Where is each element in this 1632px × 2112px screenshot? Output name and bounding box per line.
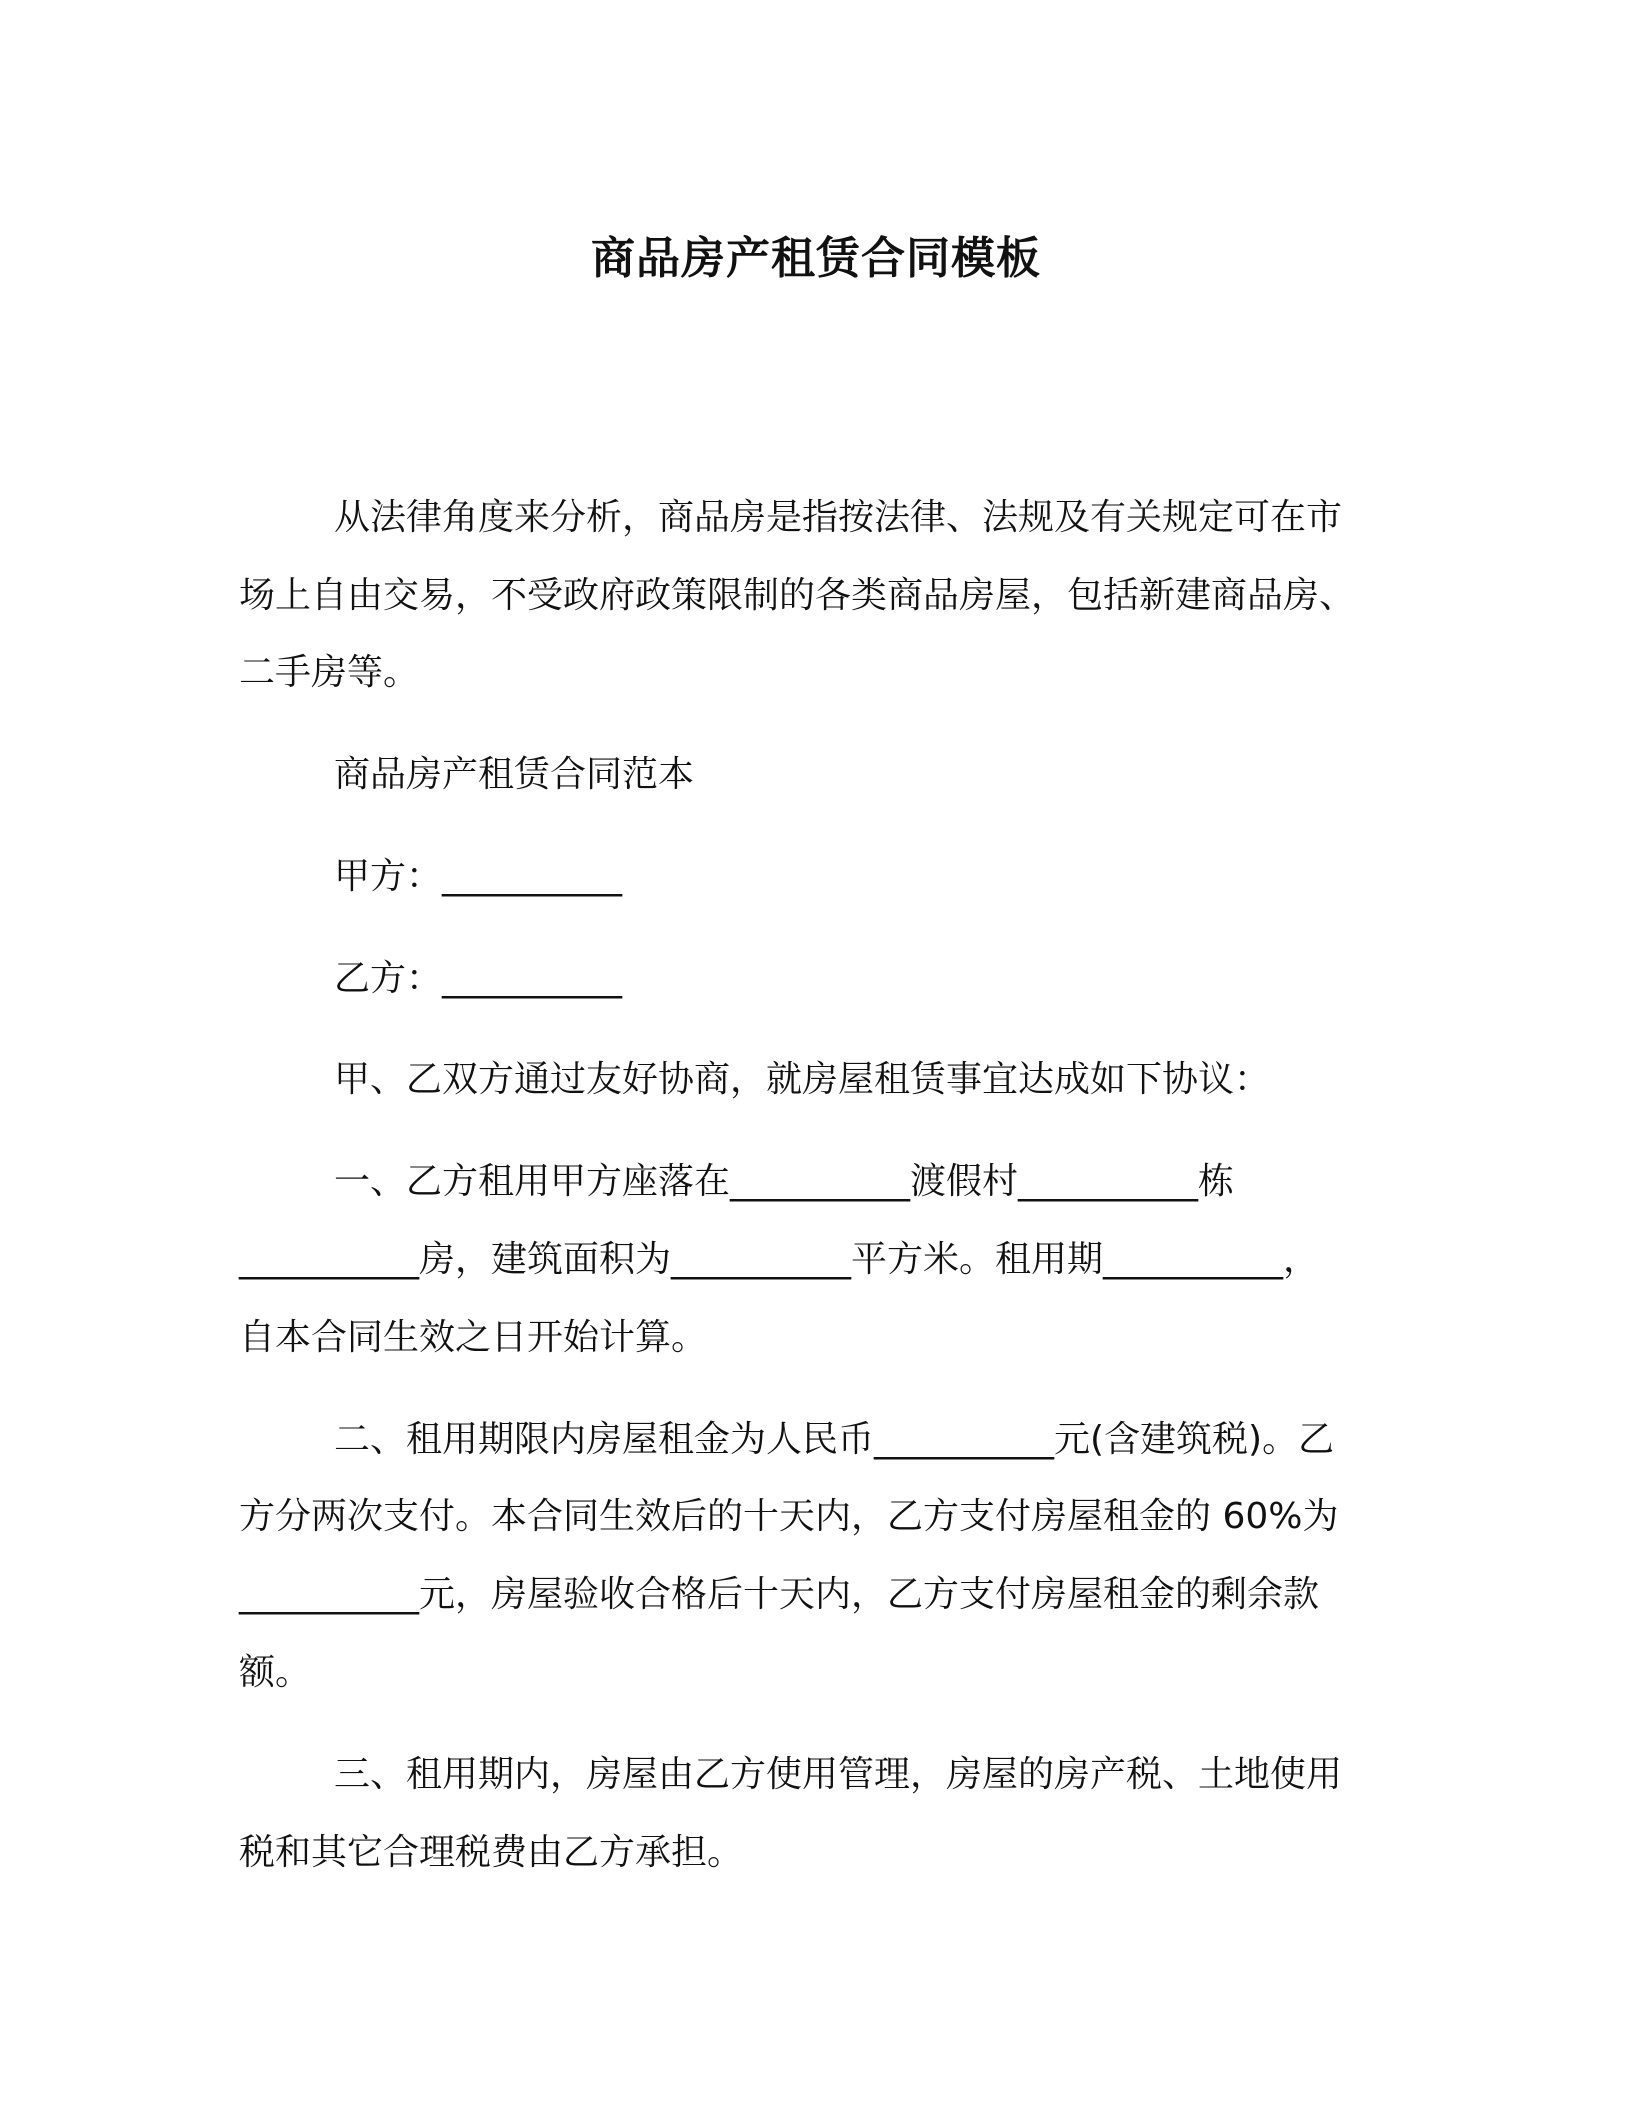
intro-line-3: 二手房等。 (239, 652, 420, 693)
clause-2-line-3: __________元，房屋验收合格后十天内，乙方支付房屋租金的剩余款 (239, 1574, 1320, 1615)
clause-3-line-2: 税和其它合理税费由乙方承担。 (239, 1832, 744, 1873)
agreement-line: 甲、乙双方通过友好协商，就房屋租赁事宜达成如下协议： (334, 1059, 1271, 1100)
intro-line-1: 从法律角度来分析，商品房是指按法律、法规及有关规定可在市 (334, 497, 1343, 538)
clause-2-line-2: 方分两次支付。本合同生效后的十天内，乙方支付房屋租金的 60%为 (239, 1496, 1339, 1537)
intro-line-2: 场上自由交易，不受政府政策限制的各类商品房屋，包括新建商品房、 (239, 575, 1356, 616)
party-a-line: 甲方：__________ (334, 856, 623, 897)
clause-1-line-3: 自本合同生效之日开始计算。 (239, 1317, 708, 1358)
party-b-line: 乙方：__________ (334, 958, 623, 999)
clause-2-line-1: 二、租用期限内房屋租金为人民币__________元(含建筑税)。乙 (334, 1419, 1335, 1460)
clause-2-line-4: 额。 (239, 1652, 312, 1693)
clause-3-line-1: 三、租用期内，房屋由乙方使用管理，房屋的房产税、土地使用 (334, 1754, 1343, 1795)
clause-1-line-1: 一、乙方租用甲方座落在__________渡假村__________栋 (334, 1161, 1235, 1202)
contract-subtitle: 商品房产租赁合同范本 (334, 754, 695, 795)
document-title: 商品房产租赁合同模板 (591, 233, 1041, 284)
clause-1-line-2: __________房，建筑面积为__________平方米。租用期__________， (239, 1239, 1320, 1280)
